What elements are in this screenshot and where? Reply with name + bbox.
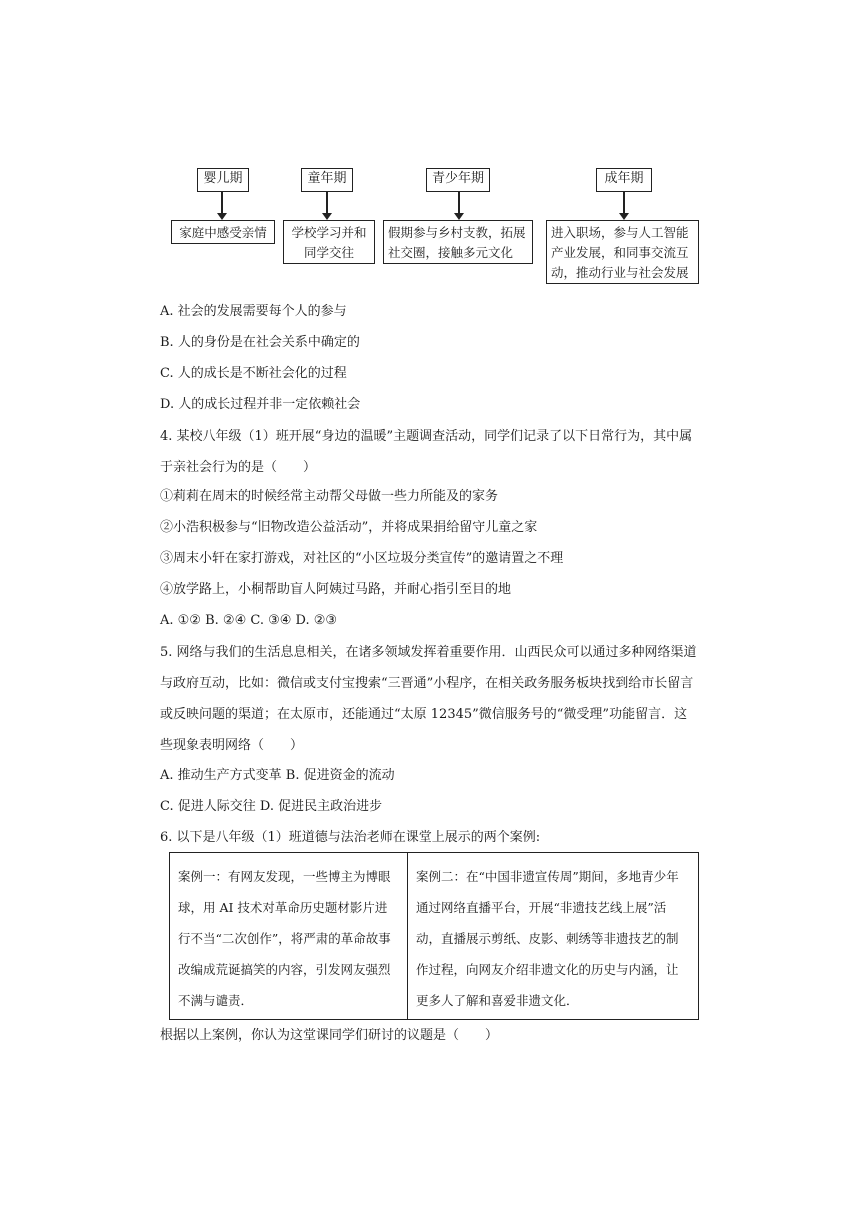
q3-option-b: B. 人的身份是在社会关系中确定的: [160, 335, 360, 350]
q3-option-a: A. 社会的发展需要每个人的参与: [160, 304, 347, 319]
stage-youth-detail: 假期参与乡村支教，拓展社交圈，接触多元文化: [383, 220, 533, 264]
case-one: 案例一：有网友发现，一些博主为博眼球，用 AI 技术对革命历史题材影片进行不当“二次创作”，将严肃的革命故事改编成荒诞搞笑的内容，引发网友强烈不满与谴责．: [170, 853, 408, 1019]
case-two: 案例二：在“中国非遗宣传周”期间，多地青少年通过网络直播平台，开展“非遗技艺线上展”活动，直播展示剪纸、皮影、刺绣等非遗技艺的制作过程，向网友介绍非遗文化的历史与内涵，让更多人了解和喜爱非遗文化．: [416, 869, 679, 1008]
stage-youth-title: 青少年期: [426, 168, 490, 192]
stage-childhood-title: 童年期: [301, 168, 353, 192]
q4-item-3: ③周末小轩在家打游戏，对社区的“小区垃圾分类宣传”的邀请置之不理: [160, 551, 564, 566]
q6-stem: 6. 以下是八年级（1）班道德与法治老师在课堂上展示的两个案例:: [160, 830, 541, 845]
q4-item-1: ①莉莉在周末的时候经常主动帮父母做一些力所能及的家务: [160, 489, 499, 504]
q4-item-4: ④放学路上，小桐帮助盲人阿姨过马路，并耐心指引至目的地: [160, 582, 512, 597]
q5-options-1: A. 推动生产方式变革 B. 促进资金的流动: [160, 768, 395, 783]
q3-option-c: C. 人的成长是不断社会化的过程: [160, 366, 347, 381]
stage-infant-detail: 家庭中感受亲情: [171, 220, 275, 244]
case-table: [169, 852, 699, 1020]
q4-options: A. ①② B. ②④ C. ③④ D. ②③: [160, 613, 338, 628]
arrow-infant: [221, 192, 223, 214]
stage-adult-detail: 进入职场，参与人工智能产业发展，和同事交流互动，推动行业与社会发展: [546, 220, 699, 284]
stage-adult-title: 成年期: [596, 168, 652, 192]
q4-stem: 4. 某校八年级（1）班开展“身边的温暖”主题调查活动，同学们记录了以下日常行为，其中属于亲社会行为的是（ ）: [160, 429, 693, 475]
q5-stem: 5. 网络与我们的生活息息相关，在诸多领域发挥着重要作用．山西民众可以通过多种网络渠道与政府互动，比如：微信或支付宝搜索“三晋通”小程序，在相关政务服务板块找到给市长留言或反映问题的渠道；在太原市，还能通过“太原 12345”微信服务号的“微受理”功能留言．这些现象表明网络（ ）: [160, 645, 697, 753]
q4-item-2: ②小浩积极参与“旧物改造公益活动”，并将成果捐给留守儿童之家: [160, 520, 538, 535]
arrow-youth: [458, 192, 460, 214]
q3-option-d: D. 人的成长过程并非一定依赖社会: [160, 397, 361, 412]
stage-infant-title: 婴儿期: [197, 168, 249, 192]
q5-options-2: C. 促进人际交往 D. 促进民主政治进步: [160, 799, 383, 814]
arrow-adult: [623, 192, 625, 214]
q6-question: 根据以上案例，你认为这堂课同学们研讨的议题是（ ）: [160, 1028, 499, 1043]
arrow-childhood: [326, 192, 328, 214]
stage-childhood-detail: 学校学习并和同学交往: [283, 220, 375, 264]
